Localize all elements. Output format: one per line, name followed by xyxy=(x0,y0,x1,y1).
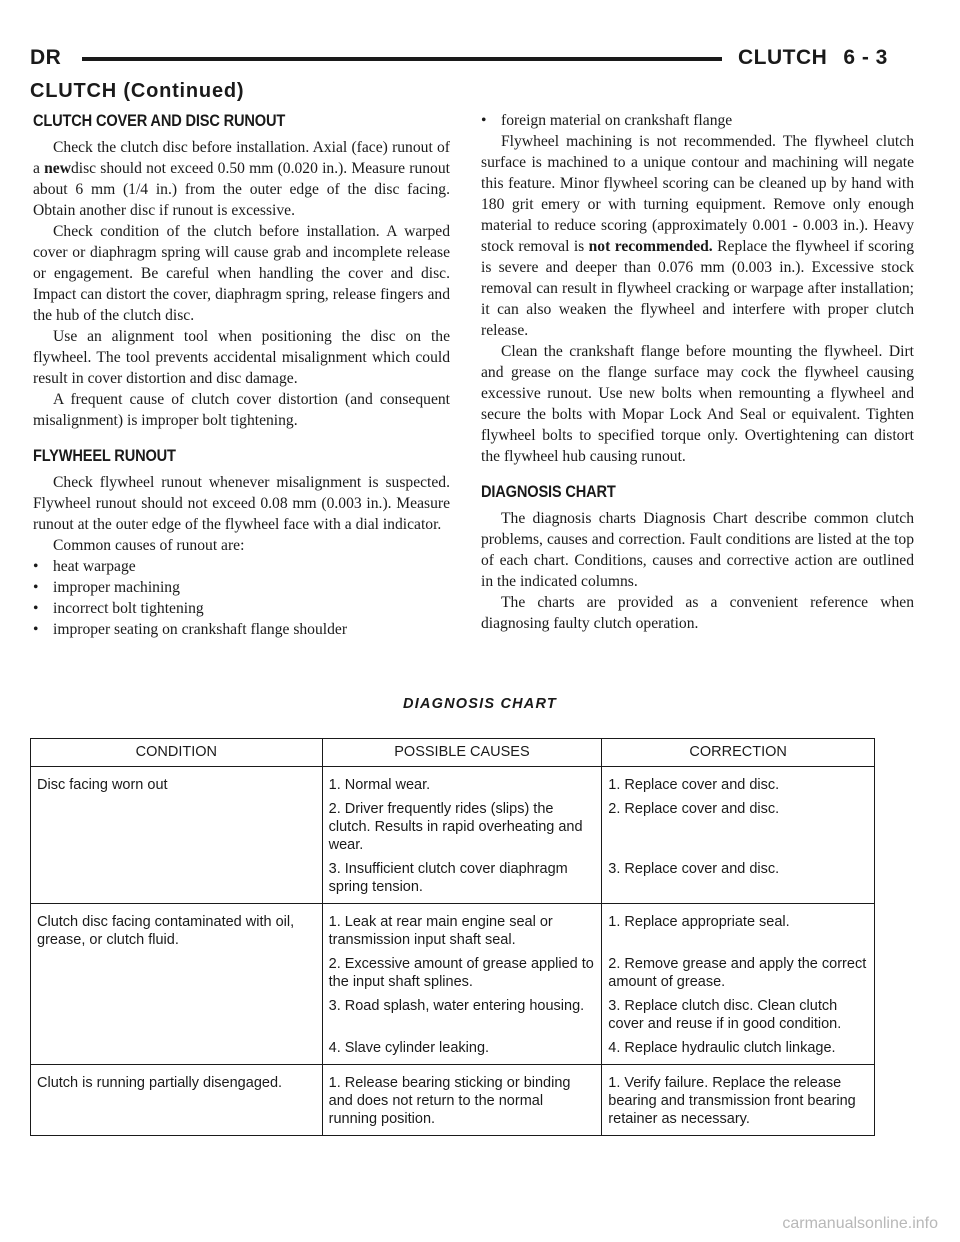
table-cell: Clutch is running partially disengaged. xyxy=(31,1065,323,1136)
table-cell: 1. Verify failure. Replace the release bearing and transmission front bearing retainer as necessary. xyxy=(602,1065,875,1136)
table-cell: 1. Normal wear. xyxy=(322,767,602,798)
table-cell: Clutch disc facing contaminated with oil, grease, or clutch fluid. xyxy=(31,904,323,953)
table-cell: 2. Excessive amount of grease applied to the input shaft splines. xyxy=(322,952,602,994)
table-cell xyxy=(31,797,323,857)
bold-not-recommended: not recommended. xyxy=(588,238,713,255)
runout-paragraph-3: Use an alignment tool when positioning the disc on the flywheel. The tool prevents accidental misalignment which could result in cover distortion and disc damage. xyxy=(33,328,450,387)
table-row xyxy=(31,797,875,857)
table-cell xyxy=(31,994,323,1036)
column-header-condition: CONDITION xyxy=(31,739,323,767)
header-page-number: 6 - 3 xyxy=(843,46,888,69)
header-section xyxy=(738,46,888,70)
runout-paragraph-1: Check the clutch disc before installation. Axial (face) runout of a newdisc should not exceed 0.50 mm (0.020 in.). Measure runout about 6 mm (1/4 in.) from the outer edge of the disc facing. Obtain another disc if runout is excessive. xyxy=(33,139,450,219)
chart-caption: DIAGNOSIS CHART xyxy=(403,696,557,712)
table-row xyxy=(31,1036,875,1065)
table-cell: 4. Slave cylinder leaking. xyxy=(322,1036,602,1065)
list-item: • foreign material on crankshaft flange xyxy=(481,110,914,131)
table-row xyxy=(31,767,875,798)
table-cell: 3. Insufficient clutch cover diaphragm spring tension. xyxy=(322,857,602,904)
table-row xyxy=(31,952,875,994)
header-model-code: DR xyxy=(30,46,62,69)
table-cell: Disc facing worn out xyxy=(31,767,323,798)
runout-paragraph-4: A frequent cause of clutch cover distortion (and consequent misalignment) is improper bolt tightening. xyxy=(33,391,450,429)
left-column xyxy=(33,110,450,640)
right-column xyxy=(481,110,914,634)
table-cell: 3. Replace cover and disc. xyxy=(602,857,875,904)
table-cell: 2. Remove grease and apply the correct amount of grease. xyxy=(602,952,875,994)
bold-new: new xyxy=(44,160,71,177)
header-rule xyxy=(82,57,722,61)
runout-paragraph-2: Check condition of the clutch before installation. A warped cover or diaphragm spring will cause grab and incomplete release or engagement. Be careful when handling the cover and disc. Impact can distort the cover, diaphragm spring, release fingers and the hub of the clutch disc. xyxy=(33,223,450,324)
continued-heading: CLUTCH (Continued) xyxy=(30,80,245,102)
runout-heading: CLUTCH COVER AND DISC RUNOUT xyxy=(33,111,286,130)
table-cell: 2. Replace cover and disc. xyxy=(602,797,875,857)
table-cell: 2. Driver frequently rides (slips) the clutch. Results in rapid overheating and wear. xyxy=(322,797,602,857)
diagnosis-table xyxy=(30,738,875,1136)
flywheel-paragraph-1: Check flywheel runout whenever misalignment is suspected. Flywheel runout should not exceed 0.08 mm (0.003 in.). Measure runout at the outer edge of the flywheel face with a dial indicator. xyxy=(33,474,450,533)
table-cell: 3. Road splash, water entering housing. xyxy=(322,994,602,1036)
diagnosis-paragraph-1: The diagnosis charts Diagnosis Chart describe common clutch problems, causes and correction. Fault conditions are listed at the top of each chart. Conditions, causes and corrective action are outlined in the indicated columns. xyxy=(481,510,914,590)
table-row xyxy=(31,857,875,904)
table-cell xyxy=(31,952,323,994)
list-item: • heat warpage xyxy=(33,556,450,577)
flywheel-heading: FLYWHEEL RUNOUT xyxy=(33,446,176,465)
column-header-correction: CORRECTION xyxy=(602,739,875,767)
flange-paragraph: Clean the crankshaft flange before mounting the flywheel. Dirt and grease on the flange surface may cock the flywheel causing excessive runout. Use new bolts when remounting a flywheel and secure the bolts with Mopar Lock And Seal or equivalent. Tighten flywheel bolts to specified torque only. Overtightening can distort the flywheel hub causing runout. xyxy=(481,343,914,465)
table-header-row xyxy=(31,739,875,767)
diagnosis-paragraph-2: The charts are provided as a convenient reference when diagnosing faulty clutch operation. xyxy=(481,594,914,632)
machining-paragraph: Flywheel machining is not recommended. The flywheel clutch surface is machined to a unique contour and machining will negate this feature. Minor flywheel scoring can be cleaned up by hand with 180 grit emery or with turning equipment. Remove only enough material to reduce scoring (approximately 0.001 - 0.003 in.). Heavy stock removal is not recommended. Replace the flywheel if scoring is severe and deeper than 0.076 mm (0.003 in.). Excessive stock removal can result in flywheel cracking or warpage after installation; it can also weaken the flywheel and interfere with proper clutch release. xyxy=(481,133,914,339)
table-cell: 1. Release bearing sticking or binding and does not return to the normal running position. xyxy=(322,1065,602,1136)
table-cell xyxy=(31,1036,323,1065)
list-item: • improper machining xyxy=(33,577,450,598)
column-header-causes: POSSIBLE CAUSES xyxy=(322,739,602,767)
list-item: • incorrect bolt tightening xyxy=(33,598,450,619)
table-row xyxy=(31,904,875,953)
table-row xyxy=(31,1065,875,1136)
table-cell: 1. Leak at rear main engine seal or transmission input shaft seal. xyxy=(322,904,602,953)
table-row xyxy=(31,994,875,1036)
flywheel-paragraph-2: Common causes of runout are: xyxy=(53,537,245,554)
header-section-name: CLUTCH xyxy=(738,46,828,69)
list-item: • improper seating on crankshaft flange shoulder xyxy=(33,619,450,640)
diagnosis-heading: DIAGNOSIS CHART xyxy=(481,482,616,501)
table-cell: 4. Replace hydraulic clutch linkage. xyxy=(602,1036,875,1065)
table-cell: 1. Replace appropriate seal. xyxy=(602,904,875,953)
table-cell: 3. Replace clutch disc. Clean clutch cover and reuse if in good condition. xyxy=(602,994,875,1036)
table-cell xyxy=(31,857,323,904)
table-cell: 1. Replace cover and disc. xyxy=(602,767,875,798)
watermark: carmanualsonline.info xyxy=(782,1215,938,1232)
